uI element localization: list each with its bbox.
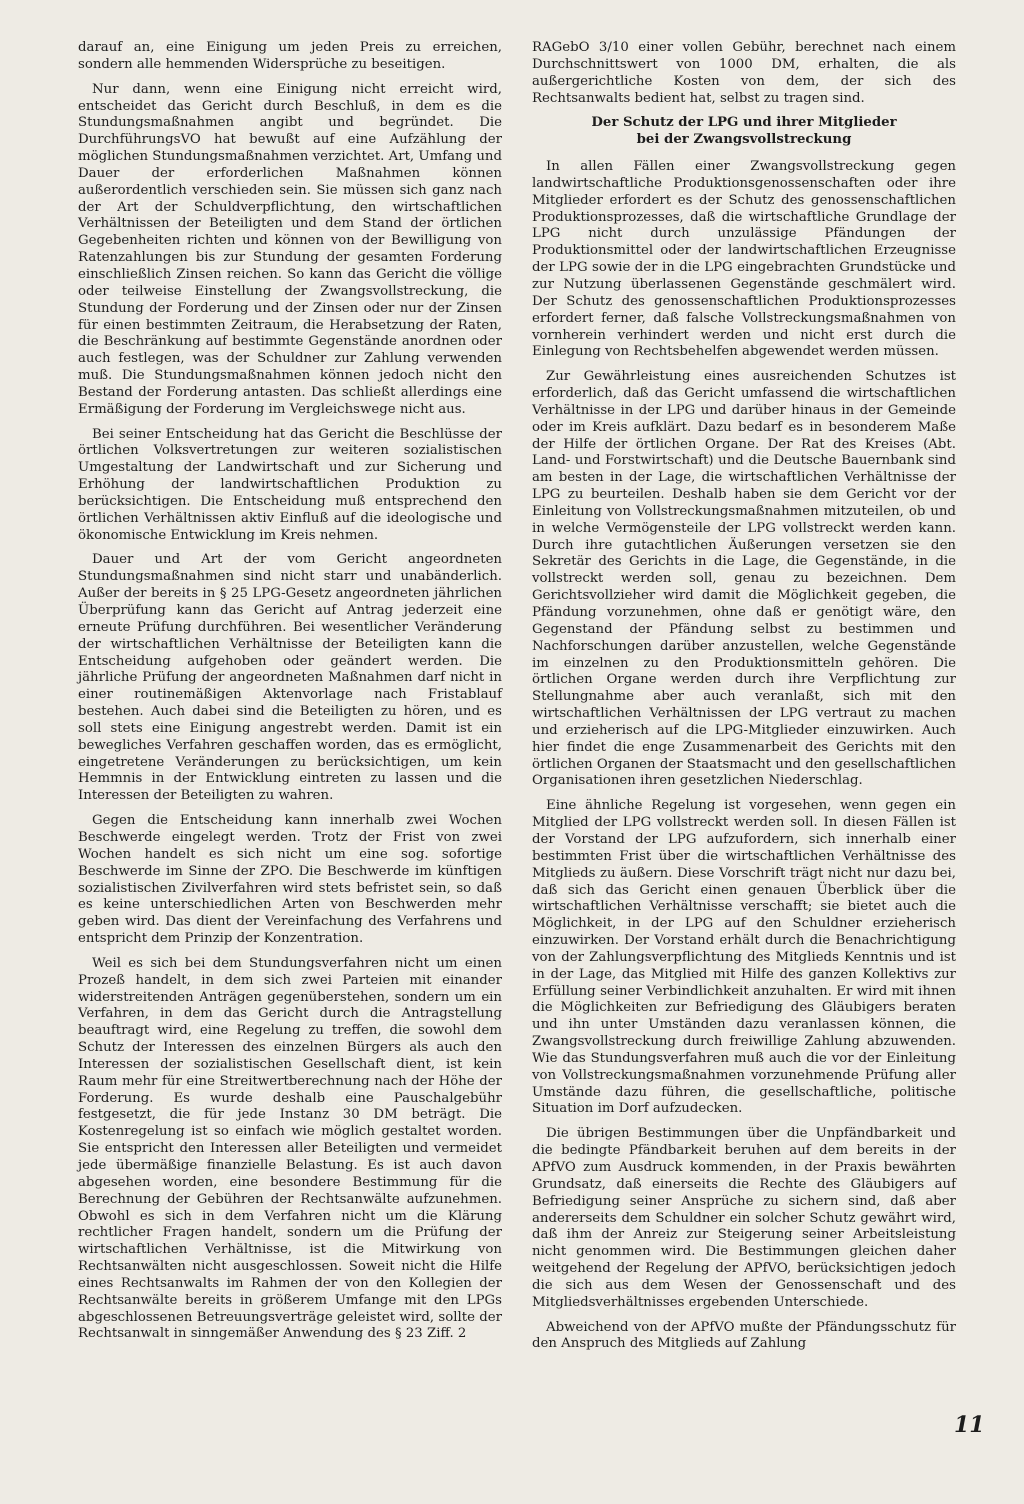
paragraph: Nur dann, wenn eine Einigung nicht erreicht wird, entscheidet das Gericht durch Beschluß, in dem es die Stundungsmaßnahmen angibt und begründet. Die DurchführungsVO hat bewußt auf eine Aufzählung der möglichen Stundungsmaßnahmen verzichtet. Art, Umfang und Dauer der erforderlichen Maßnahmen können außerordentlich verschieden sein. Sie müssen sich ganz nach der Art der Schuldverpflichtung, den wirtschaftlichen Verhältnissen der Beteiligten und dem Stand der örtlichen Gegebenheiten richten und können von der Bewilligung von Ratenzahlungen bis zur Stundung der gesamten Forderung einschließlich Zinsen reichen. So kann das Gericht die völlige oder teilweise Einstellung der Zwangsvollstreckung, die Stundung der Forderung und der Zinsen oder nur der Zinsen für einen bestimmten Zeitraum, die Herabsetzung der Raten, die Beschränkung auf bestimmte Gegenstände anordnen oder auch festlegen, was der Schuldner zur Zahlung verwenden muß. Die Stundungsmaßnahmen können jedoch nicht den Bestand der Forderung antasten. Das schließt allerdings eine Ermäßigung der Forderung im Vergleichswege nicht aus. xyxy=(78,81,502,417)
paragraph: darauf an, eine Einigung um jeden Preis zu erreichen, sondern alle hemmenden Widersprüche zu beseitigen. xyxy=(78,40,502,72)
page-number: 11 xyxy=(954,1412,985,1438)
paragraph: Abweichend von der APfVO mußte der Pfändungsschutz für den Anspruch des Mitglieds auf Zahlung xyxy=(532,1319,956,1352)
section-heading-line: Der Schutz der LPG und ihrer Mitglieder xyxy=(591,115,897,131)
paragraph: Bei seiner Entscheidung hat das Gericht die Beschlüsse der örtlichen Volksvertretungen zur weiteren sozialistischen Umgestaltung der Landwirtschaft und zur Sicherung und Erhöhung der landwirtschaftlichen Produktion zu berücksichtigen. Die Entscheidung muß entsprechend den örtlichen Verhältnissen aktiv Einfluß auf die ideologische und ökonomische Entwicklung im Kreis nehmen. xyxy=(78,426,502,543)
paragraph: Die übrigen Bestimmungen über die Unpfändbarkeit und die bedingte Pfändbarkeit beruhen auf dem bereits in der APfVO zum Ausdruck kommenden, in der Praxis bewährten Grundsatz, daß einerseits die Rechte des Gläubigers auf Befriedigung seiner Ansprüche zu sichern sind, daß aber andererseits dem Schuldner ein solcher Schutz gewährt wird, daß ihm der Anreiz zur Steigerung seiner Arbeitsleistung nicht genommen wird. Die Bestimmungen gleichen daher weitgehend der Regelung der APfVO, berücksichtigen jedoch die sich aus dem Wesen der Genossenschaft und des Mitgliedsverhältnisses ergebenden Unterschiede. xyxy=(532,1126,956,1310)
paragraph: Zur Gewährleistung eines ausreichenden Schutzes ist erforderlich, daß das Gericht umfassend die wirtschaftlichen Verhältnisse in der LPG und darüber hinaus in der Gemeinde oder im Kreis aufklärt. Dazu bedarf es in besonderem Maße der Hilfe der örtlichen Organe. Der Rat des Kreises (Abt. Land- und Forstwirtschaft) und die Deutsche Bauernbank sind am besten in der Lage, die wirtschaftlichen Verhältnisse der LPG zu beurteilen. Deshalb haben sie dem Gericht vor der Einleitung von Vollstreckungsmaßnahmen mitzuteilen, ob und in welche Vermögensteile der LPG vollstreckt werden kann. Durch ihre gutachtlichen Äußerungen versetzen sie den Sekretär des Gerichts in die Lage, die Gegenstände, in die vollstreckt werden soll, genau zu bezeichnen. Dem Gerichtsvollzieher wird damit die Möglichkeit gegeben, die Pfändung vorzunehmen, ohne daß er genötigt wäre, den Gegenstand der Pfändung selbst zu bestimmen und Nachforschungen darüber anzustellen, welche Gegenstände im einzelnen zu den Produktionsmitteln gehören. Die örtlichen Organe werden durch ihre Verpflichtung zur Stellungnahme aber auch veranlaßt, sich mit den wirtschaftlichen Verhältnissen der LPG vertraut zu machen und erzieherisch auf die LPG-Mitglieder einzuwirken. Auch hier findet die enge Zusammenarbeit des Gerichts mit den örtlichen Organen der Staatsmacht und den gesellschaftlichen Organisationen ihren gesetzlichen Niederschlag. xyxy=(532,369,956,789)
section-heading xyxy=(532,115,956,149)
paragraph: In allen Fällen einer Zwangsvollstreckung gegen landwirtschaftliche Produktionsgenossenschaften oder ihre Mitglieder erfordert es der Schutz des genossenschaftlichen Produktionsprozesses, daß die wirtschaftliche Grundlage der LPG nicht durch unzulässige Pfändungen der Produktionsmittel oder der landwirtschaftlichen Erzeugnisse der LPG sowie der in die LPG eingebrachten Grundstücke und zur Nutzung überlassenen Gegenstände geschmälert wird. Der Schutz des genossenschaftlichen Produktionsprozesses erfordert ferner, daß falsche Vollstreckungsmaßnahmen von vornherein verhindert werden und nicht erst durch die Einlegung von Rechtsbehelfen abgewendet werden müssen. xyxy=(532,159,956,360)
paragraph: Weil es sich bei dem Stundungsverfahren nicht um einen Prozeß handelt, in dem sich zwei Parteien mit einander widerstreitenden Anträgen gegenüberstehen, sondern um ein Verfahren, in dem das Gericht durch die Antragstellung beauftragt wird, eine Regelung zu treffen, die sowohl dem Schutz der Interessen des einzelnen Bürgers als auch den Interessen der sozialistischen Gesellschaft dient, ist kein Raum mehr für eine Streitwertberechnung nach der Höhe der Forderung. Es wurde deshalb eine Pauschalgebühr festgesetzt, die für jede Instanz 30 DM beträgt. Die Kostenregelung ist so einfach wie möglich gestaltet worden. Sie entspricht den Interessen aller Beteiligten und vermeidet jede übermäßige finanzielle Belastung. Es ist auch davon abgesehen worden, eine besondere Bestimmung für die Berechnung der Gebühren der Rechtsanwälte aufzunehmen. Obwohl es sich in dem Verfahren nicht um die Klärung rechtlicher Fragen handelt, sondern um die Prüfung der wirtschaftlichen Verhältnisse, ist die Mitwirkung von Rechtsanwälten nicht ausgeschlossen. Soweit nicht die Hilfe eines Rechtsanwalts im Rahmen der von den Kollegien der Rechtsanwälte bereits in größerem Umfange mit den LPGs abgeschlossenen Betreuungsverträge geleistet wird, sollte der Rechtsanwalt in sinngemäßer Anwendung des § 23 Ziff. 2 xyxy=(78,955,502,1342)
paragraph: Eine ähnliche Regelung ist vorgesehen, wenn gegen ein Mitglied der LPG vollstreckt werden soll. In diesen Fällen ist der Vorstand der LPG aufzufordern, sich innerhalb einer bestimmten Frist über die wirtschaftlichen Verhältnisse des Mitglieds zu äußern. Diese Vorschrift trägt nicht nur dazu bei, daß sich das Gericht einen genauen Überblick über die wirtschaftlichen Verhältnisse verschafft; sie bietet auch die Möglichkeit, in der LPG auf den Schuldner erzieherisch einzuwirken. Der Vorstand erhält durch die Benachrichtigung von der Zahlungsverpflichtung des Mitglieds Kenntnis und ist in der Lage, das Mitglied mit Hilfe des ganzen Kollektivs zur Erfüllung seiner Verbindlichkeit anzuhalten. Er wird mit ihnen die Möglichkeiten zur Befriedigung des Gläubigers beraten und ihn unter Umständen dazu veranlassen können, die Zwangsvollstreckung durch freiwillige Zahlung abzuwenden. Wie das Stundungsverfahren muß auch die vor der Einleitung von Vollstreckungsmaßnahmen vorzunehmende Prüfung aller Umstände dazu führen, die gesellschaftliche, politische Situation im Dorf aufzudecken. xyxy=(532,798,956,1117)
right-column xyxy=(532,40,956,1361)
paragraph: RAGebO 3/10 einer vollen Gebühr, berechnet nach einem Durchschnittswert von 1000 DM, erhalten, die als außergerichtliche Kosten von dem, der sich des Rechtsanwalts bedient hat, selbst zu tragen sind. xyxy=(532,40,956,106)
section-heading-line: bei der Zwangsvollstreckung xyxy=(636,132,852,148)
paragraph: Gegen die Entscheidung kann innerhalb zwei Wochen Beschwerde eingelegt werden. Trotz der Frist von zwei Wochen handelt es sich nicht um eine sog. sofortige Beschwerde im Sinne der ZPO. Die Beschwerde im künftigen sozialistischen Zivilverfahren wird stets befristet sein, so daß es keine unterschiedlichen Arten von Beschwerden mehr geben wird. Das dient der Vereinfachung des Verfahrens und entspricht dem Prinzip der Konzentration. xyxy=(78,813,502,947)
paragraph: Dauer und Art der vom Gericht angeordneten Stundungsmaßnahmen sind nicht starr und unabänderlich. Außer der bereits in § 25 LPG-Gesetz angeordneten jährlichen Überprüfung kann das Gericht auf Antrag jederzeit eine erneute Prüfung durchführen. Bei wesentlicher Veränderung der wirtschaftlichen Verhältnisse der Beteiligten kann die Entscheidung aufgehoben oder geändert werden. Die jährliche Prüfung der angeordneten Maßnahmen darf nicht in einer routinemäßigen Aktenvorlage nach Fristablauf bestehen. Auch dabei sind die Beteiligten zu hören, und es soll stets eine Einigung angestrebt werden. Damit ist ein bewegliches Verfahren geschaffen worden, das es ermöglicht, eingetretene Veränderungen zu berücksichtigen, um kein Hemmnis in der Entwicklung eintreten zu lassen und die Interessen der Beteiligten zu wahren. xyxy=(78,552,502,804)
left-column xyxy=(78,40,502,1351)
